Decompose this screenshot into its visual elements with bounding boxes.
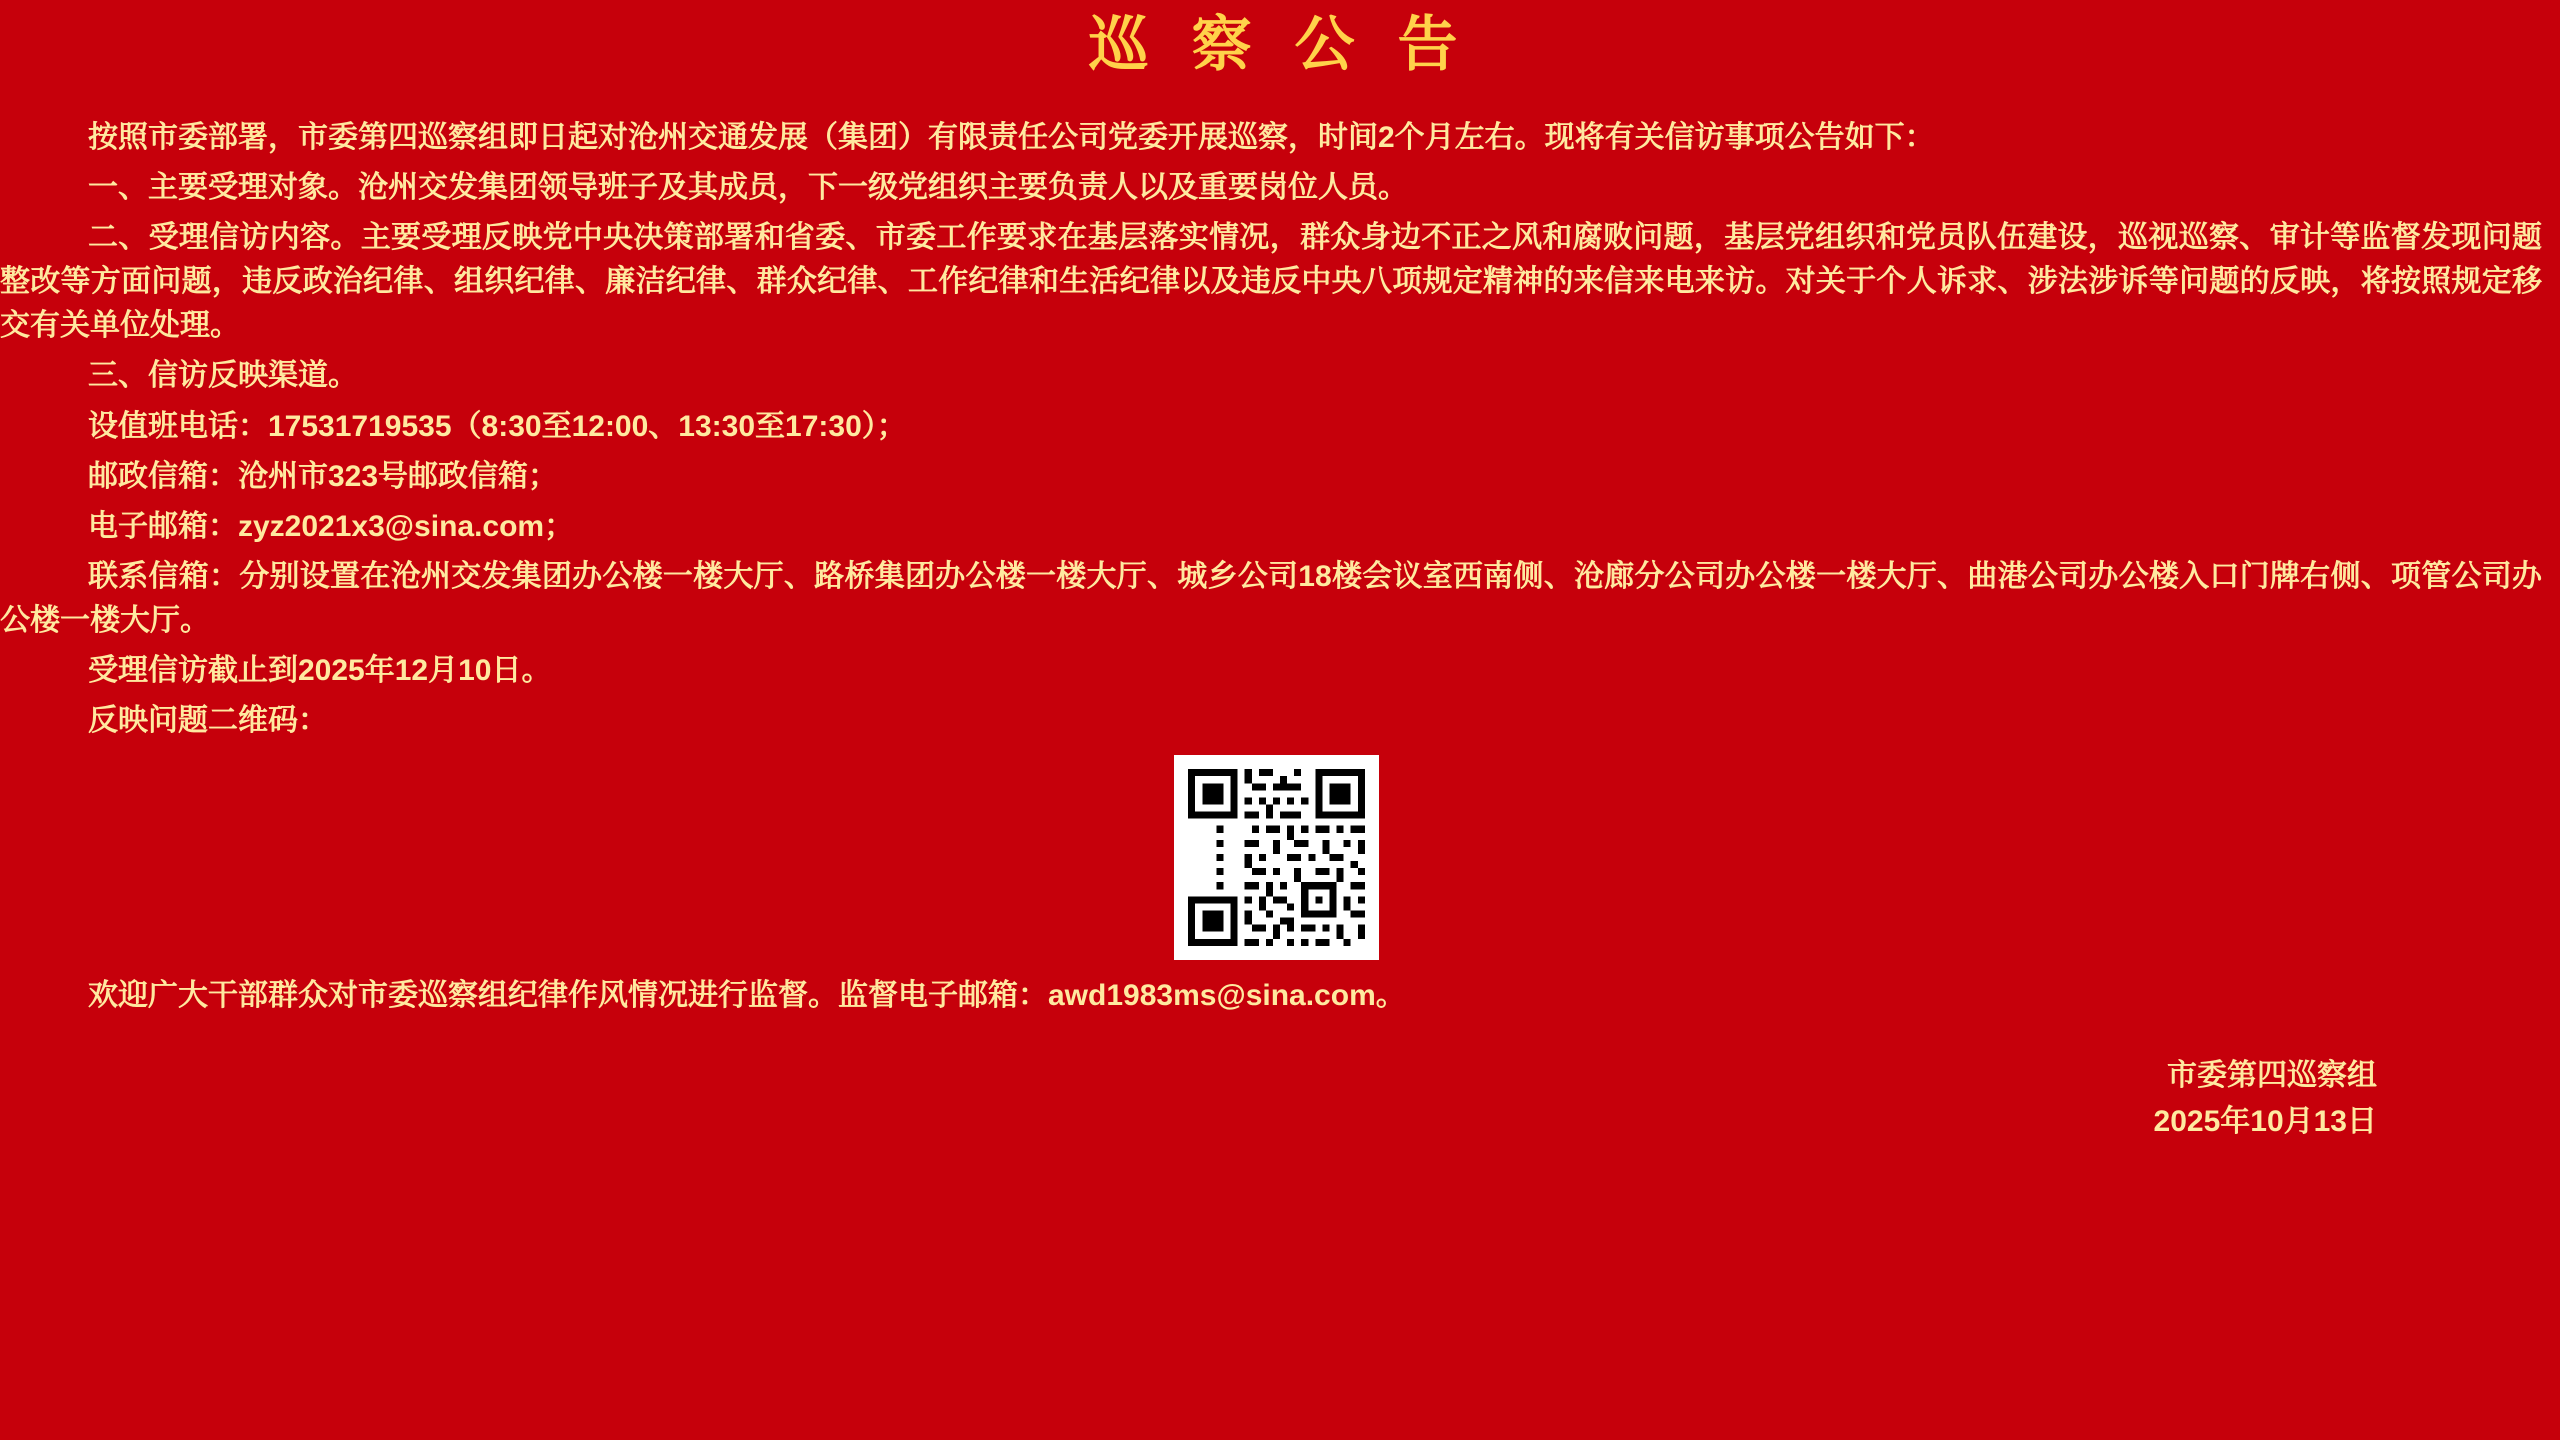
paragraph-section-2: 二、受理信访内容。主要受理反映党中央决策部署和省委、市委工作要求在基层落实情况，群众身边不正之风和腐败问题，基层党组织和党员队伍建设，巡视巡察、审计等监督发现问题整改等方面问题，违反政治纪律、组织纪律、廉洁纪律、群众纪律、工作纪律和生活纪律以及违反中央八项规定精神的来信来电来访。对关于个人诉求、涉法涉诉等问题的反映，将按照规定移交有关单位处理。 <box>0 221 2542 343</box>
signature-block <box>0 1054 2552 1143</box>
qr-code-icon <box>1174 755 1379 960</box>
paragraph-section-3: 三、信访反映渠道。 <box>88 359 358 393</box>
signature-org: 市委第四巡察组 <box>2167 1059 2377 1093</box>
paragraph-letterboxes: 联系信箱：分别设置在沧州交发集团办公楼一楼大厅、路桥集团办公楼一楼大厅、城乡公司18楼会议室西南侧、沧廊分公司办公楼一楼大厅、曲港公司办公楼入口门牌右侧、项管公司办公楼一楼大厅。 <box>0 559 2542 637</box>
paragraph-email: 电子邮箱：zyz2021x3@sina.com； <box>88 509 575 543</box>
closing-statement: 欢迎广大干部群众对市委巡察组纪律作风情况进行监督。监督电子邮箱：awd1983ms@sina.com。 <box>88 979 1406 1013</box>
paragraph-mailbox: 邮政信箱：沧州市323号邮政信箱； <box>88 459 559 493</box>
paragraph-section-1: 一、主要受理对象。沧州交发集团领导班子及其成员，下一级党组织主要负责人以及重要岗位人员。 <box>88 171 1408 205</box>
paragraph-intro: 按照市委部署，市委第四巡察组即日起对沧州交通发展（集团）有限责任公司党委开展巡察，时间2个月左右。现将有关信访事项公告如下： <box>88 121 1935 154</box>
paragraph-qr-caption: 反映问题二维码： <box>88 704 328 738</box>
qr-code-container <box>0 755 2552 960</box>
page-title: 巡 察 公 告 <box>1088 12 1472 78</box>
paragraph-hotline: 设值班电话：17531719535（8:30至12:00、13:30至17:30）； <box>88 409 907 443</box>
signature-date: 2025年10月13日 <box>2153 1104 2377 1138</box>
paragraph-deadline: 受理信访截止到2025年12月10日。 <box>88 654 552 688</box>
announcement-body <box>0 116 2560 1143</box>
